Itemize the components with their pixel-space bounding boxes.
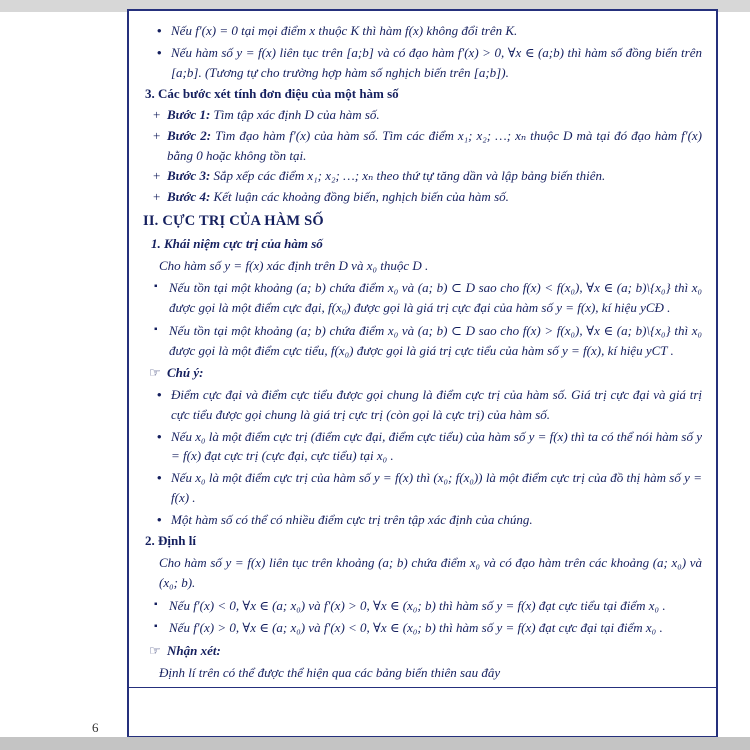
- pointing-hand-icon: ☞: [149, 643, 161, 659]
- photo-edge-bottom: [0, 737, 750, 750]
- doc-line-sqbullet: [143, 321, 702, 361]
- bullet-marker-icon: •: [157, 511, 162, 527]
- step-label: Bước 1:: [167, 107, 214, 122]
- doc-line-step: [143, 105, 702, 125]
- doc-line-note: [143, 641, 702, 661]
- bullet-marker-icon: +: [153, 189, 161, 204]
- line-text: Định lí trên có thể được thể hiện qua các bảng biến thiên sau đây: [159, 664, 501, 680]
- line-text: 3. Các bước xét tính đơn điệu của một hàm số: [145, 86, 399, 102]
- line-text: Cho hàm số y = f(x) liên tục trên khoảng (a; b) chứa điểm x₀ và có đạo hàm trên các khoảng (a; x₀) và (x₀; b).: [159, 555, 702, 590]
- step-label: Bước 3:: [167, 168, 214, 184]
- bullet-marker-icon: •: [157, 428, 162, 444]
- doc-line-bullet: [143, 510, 702, 530]
- doc-line-sqbullet: [143, 278, 702, 318]
- doc-line-step: [143, 187, 702, 207]
- page-border-frame: [127, 9, 718, 738]
- bullet-marker-icon: ▪: [154, 281, 158, 293]
- line-text: Nếu tồn tại một khoảng (a; b) chứa điểm x₀ và (a; b) ⊂ D sao cho f(x) < f(x₀), ∀x ∈ (a; b)\{x₀} thì x₀ được gọi là một điểm cực đại, f(x₀) được gọi là giá trị cực đại của hàm số y = f(x), kí hiệu yCĐ .: [169, 280, 702, 316]
- doc-line-sqbullet: [143, 596, 702, 616]
- bullet-marker-icon: +: [153, 107, 161, 122]
- line-text: Nếu f′(x) < 0, ∀x ∈ (a; x₀) và f′(x) > 0, ∀x ∈ (x₀; b) thì hàm số y = f(x) đạt cực tiểu tại điểm x₀ .: [169, 597, 666, 613]
- bullet-marker-icon: ▪: [154, 621, 158, 633]
- doc-line-subheading: [143, 234, 702, 254]
- pointing-hand-icon: ☞: [149, 365, 161, 381]
- step-label: Bước 4:: [167, 189, 214, 204]
- bullet-marker-icon: •: [157, 387, 162, 403]
- bullet-marker-icon: ▪: [154, 323, 158, 335]
- line-text: Sắp xếp các điểm x₁; x₂; …; xₙ theo thứ tự tăng dần và lập bảng biến thiên.: [213, 168, 606, 184]
- line-text: Nhận xét:: [167, 643, 221, 659]
- line-text: Nếu f′(x) = 0 tại mọi điểm x thuộc K thì hàm f(x) không đổi trên K.: [171, 23, 518, 38]
- line-text: Chú ý:: [167, 365, 204, 381]
- doc-line-sqbullet: [143, 618, 702, 638]
- line-text: Tìm tập xác định D của hàm số.: [213, 107, 380, 122]
- doc-line-h3: [143, 531, 702, 551]
- line-text: Nếu tồn tại một khoảng (a; b) chứa điểm x₀ và (a; b) ⊂ D sao cho f(x) > f(x₀), ∀x ∈ (a; b)\{x₀} thì x₀ được gọi là một điểm cực tiểu, f(x₀) được gọi là giá trị cực tiểu của hàm số y = f(x), kí hiệu yCT .: [169, 322, 702, 358]
- line-text: Nếu f′(x) > 0, ∀x ∈ (a; x₀) và f′(x) < 0, ∀x ∈ (x₀; b) thì hàm số y = f(x) đạt cực đại tại điểm x₀ .: [169, 620, 663, 636]
- doc-line-h3: [143, 84, 702, 104]
- doc-line-bullet: [143, 43, 702, 83]
- bullet-marker-icon: +: [153, 168, 161, 184]
- line-text: 2. Định lí: [145, 533, 196, 549]
- line-text: Nếu x₀ là một điểm cực trị của hàm số y = f(x) thì (x₀; f(x₀)) là một điểm cực trị của đồ thị hàm số y = f(x) .: [171, 470, 702, 505]
- step-label: Bước 2:: [167, 127, 216, 143]
- doc-line-bullet: [143, 468, 702, 508]
- line-text: Nếu hàm số y = f(x) liên tục trên [a;b] và có đạo hàm f′(x) > 0, ∀x ∈ (a;b) thì hàm số đồng biến trên [a;b]. (Tương tự cho trường hợp hàm số nghịch biến trên [a;b]).: [171, 44, 702, 80]
- line-text: Tìm đạo hàm f′(x) của hàm số. Tìm các điểm x₁; x₂; …; xₙ thuộc D mà tại đó đạo hàm f′(x) bằng 0 hoặc không tồn tại.: [167, 127, 702, 163]
- doc-line-bullet: [143, 427, 702, 467]
- document-lines: [129, 11, 716, 688]
- bullet-marker-icon: •: [157, 44, 162, 60]
- line-text: Nếu x₀ là một điểm cực trị (điểm cực đại, điểm cực tiểu) của hàm số y = f(x) thì ta có thể nói hàm số y = f(x) đạt cực trị (cực đại, cực tiểu) tại x₀ .: [171, 428, 702, 464]
- line-text: Điểm cực đại và điểm cực tiểu được gọi chung là điểm cực trị của hàm số. Giá trị cực đại và giá trị cực tiểu được gọi chung là giá trị cực trị (còn gọi là cực trị) của hàm số.: [171, 387, 702, 422]
- divider: [129, 687, 716, 688]
- bullet-marker-icon: +: [153, 127, 161, 143]
- doc-line-step: [143, 166, 702, 186]
- line-text: II. CỰC TRỊ CỦA HÀM SỐ: [143, 212, 324, 229]
- page-number: 6: [92, 720, 99, 735]
- doc-line-para: [143, 553, 702, 593]
- bullet-marker-icon: •: [157, 23, 162, 38]
- doc-line-step: [143, 126, 702, 166]
- doc-line-bullet: [143, 21, 702, 41]
- line-text: 1. Khái niệm cực trị của hàm số: [151, 235, 323, 251]
- doc-line-section: [143, 210, 702, 232]
- doc-line-para: [143, 663, 702, 683]
- line-text: Một hàm số có thể có nhiều điểm cực trị trên tập xác định của chúng.: [171, 511, 533, 527]
- line-text: Kết luận các khoảng đồng biến, nghịch biến của hàm số.: [213, 189, 509, 204]
- bullet-marker-icon: ▪: [154, 598, 158, 610]
- doc-line-note: [143, 363, 702, 383]
- doc-line-para: [143, 256, 702, 276]
- line-text: Cho hàm số y = f(x) xác định trên D và x₀ thuộc D .: [159, 257, 429, 273]
- bullet-marker-icon: •: [157, 470, 162, 486]
- doc-line-bullet: [143, 385, 702, 425]
